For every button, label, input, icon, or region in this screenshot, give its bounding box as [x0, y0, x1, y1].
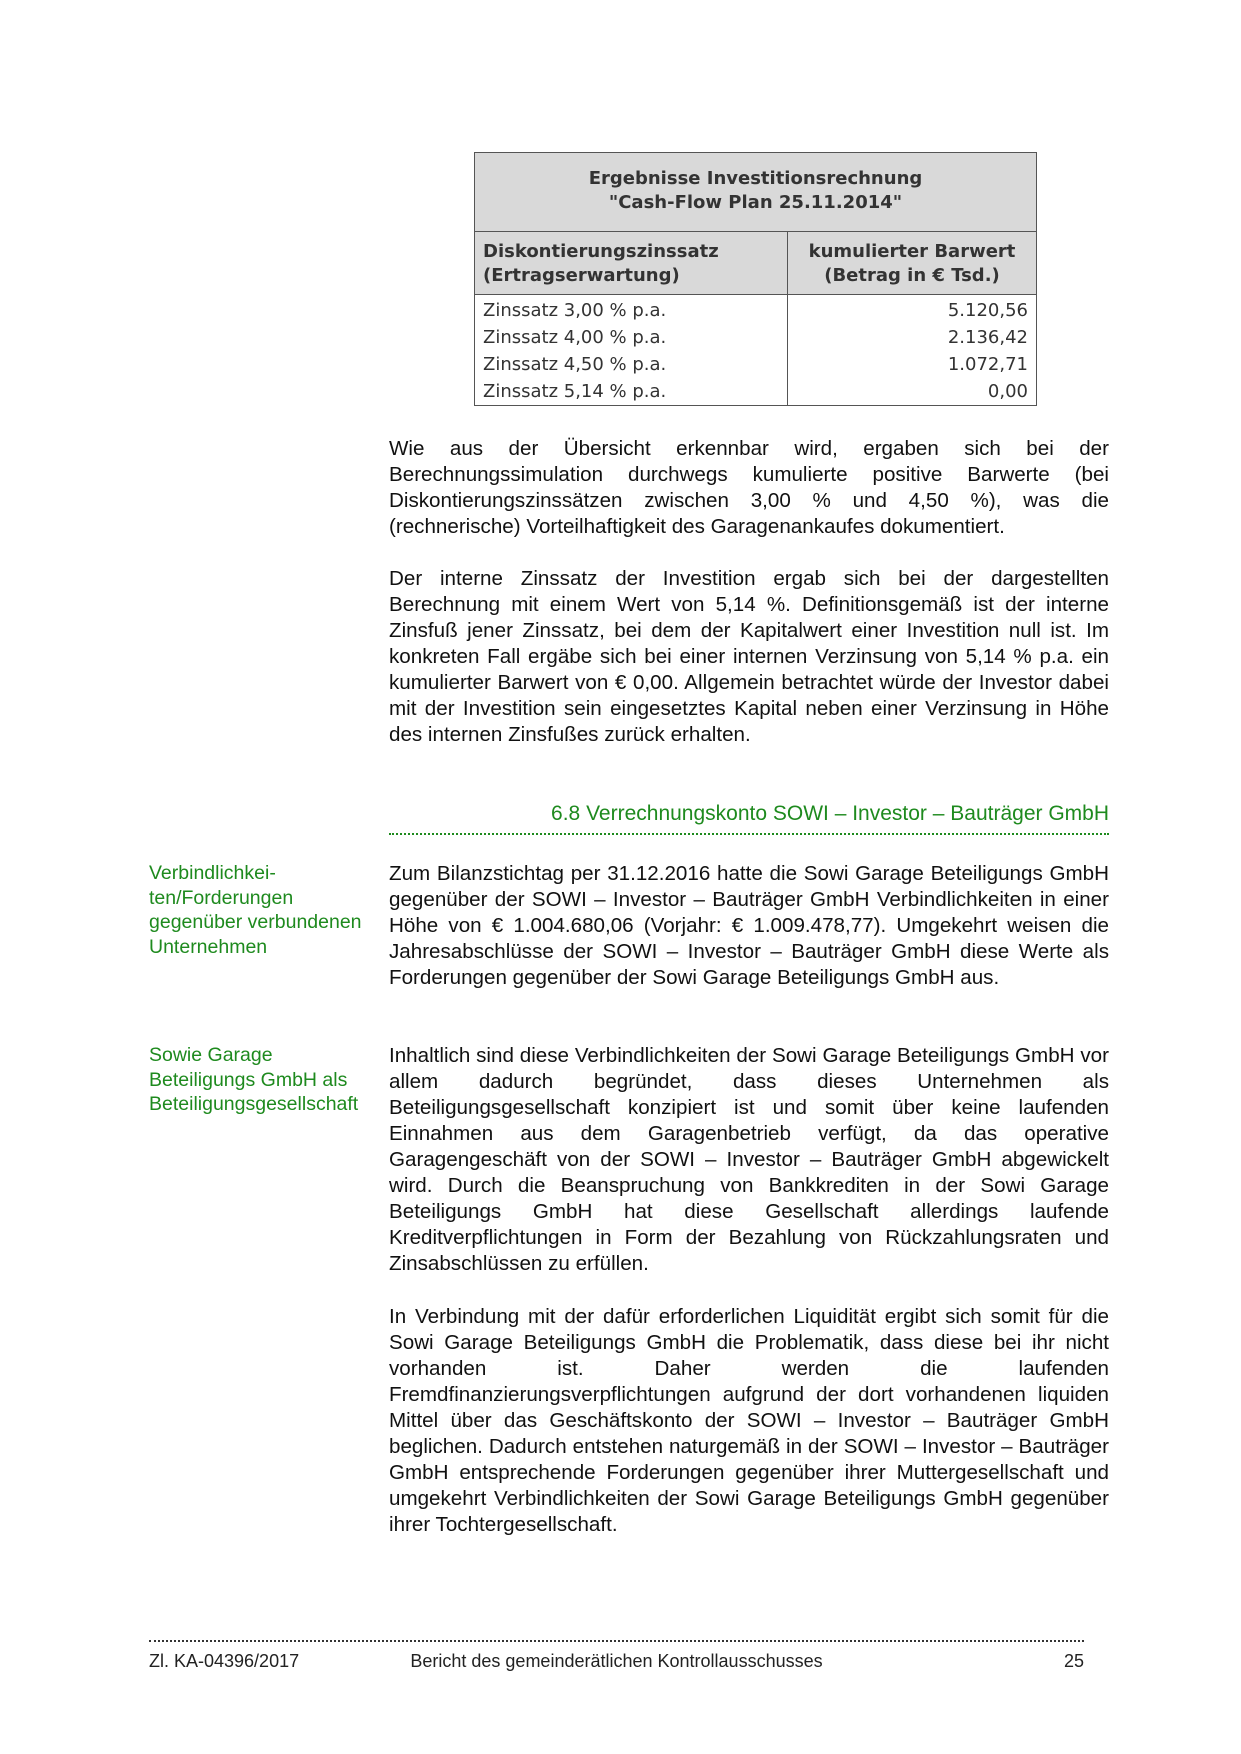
- value-cell: 1.072,71: [788, 351, 1037, 378]
- investment-results-table: [474, 152, 1037, 406]
- rate-cell: Zinssatz 3,00 % p.a.: [475, 295, 788, 325]
- footer-report-title: Bericht des gemeinderätlichen Kontrollausschusses: [410, 1651, 823, 1671]
- margin-note-line: Verbindlichkei-: [149, 862, 276, 884]
- value-cell: 0,00: [788, 378, 1037, 406]
- margin-note-liabilities: [149, 861, 379, 959]
- column-header-discount-rate: [475, 232, 788, 295]
- footer-reference: Zl. KA-04396/2017: [149, 1651, 300, 1671]
- table-title-line-2: "Cash-Flow Plan 25.11.2014": [608, 192, 903, 213]
- paragraph-liquidity: In Verbindung mit der dafür erforderlichen Liquidität ergibt sich somit für die Sowi Garage Beteiligungs GmbH die Problematik, dass diese bei ihr nicht vorhanden ist. Daher werden die laufenden Fremdfinanzierungsverpflichtungen aufgrund der dort vorhandenen liquiden Mittel über das Geschäftskonto der SOWI – Investor – Bauträger GmbH beglichen. Dadurch entstehen naturgemäß in der SOWI – Investor – Bauträger GmbH entsprechende Forderungen gegenüber ihrer Muttergesellschaft und umgekehrt Verbindlichkeiten der Sowi Garage Beteiligungs GmbH gegenüber ihrer Tochtergesellschaft.: [389, 1305, 1109, 1536]
- table-row: [475, 351, 1037, 378]
- table-title-line-1: Ergebnisse Investitionsrechnung: [588, 168, 923, 189]
- rate-cell: Zinssatz 4,00 % p.a.: [475, 324, 788, 351]
- paragraph-overview: Wie aus der Übersicht erkennbar wird, ergaben sich bei der Berechnungssimulation durchwegs kumulierte positive Barwerte (bei Diskontierungszinssätzen zwischen 3,00 % und 4,50 %), was die (rechnerische) Vorteilhaftigkeit des Garagenankaufes dokumentiert.: [389, 437, 1109, 538]
- table-row: [475, 295, 1037, 325]
- margin-note-line: ten/Forderungen: [149, 886, 294, 909]
- margin-note-holding: [149, 1043, 379, 1117]
- column-header-discount-rate-line-1: Diskontierungszinssatz: [483, 241, 719, 262]
- margin-note-line: Sowie Garage: [149, 1044, 273, 1066]
- value-cell: 5.120,56: [788, 295, 1037, 325]
- table-row: [475, 324, 1037, 351]
- table-title: [475, 153, 1037, 232]
- footer-divider: [149, 1640, 1084, 1642]
- section-heading: 6.8 Verrechnungskonto SOWI – Investor – Bauträger GmbH: [389, 800, 1109, 835]
- column-header-present-value: [788, 232, 1037, 295]
- paragraph-balance-date: Zum Bilanzstichtag per 31.12.2016 hatte die Sowi Garage Beteiligungs GmbH gegenüber der SOWI – Investor – Bauträger GmbH Verbindlichkeiten in einer Höhe von € 1.004.680,06 (Vorjahr: € 1.009.478,77). Umgekehrt weisen die Jahresabschlüsse der SOWI – Investor – Bauträger GmbH diese Werte als Forderungen gegenüber der Sowi Garage Beteiligungs GmbH aus.: [389, 862, 1109, 989]
- paragraph-liabilities-reason: Inhaltlich sind diese Verbindlichkeiten der Sowi Garage Beteiligungs GmbH vor allem dadurch begründet, dass dieses Unternehmen als Beteiligungsgesellschaft konzipiert ist und somit über keine laufenden Einnahmen aus dem Garagenbetrieb verfügt, da das operative Garagengeschäft von der SOWI – Investor – Bauträger GmbH abgewickelt wird. Durch die Beanspruchung von Bankkrediten in der Sowi Garage Beteiligungs GmbH hat diese Gesellschaft allerdings laufende Kreditverpflichtungen in Form der Bezahlung von Rückzahlungsraten und Zinsabschlüssen zu erfüllen.: [389, 1044, 1109, 1275]
- rate-cell: Zinssatz 4,50 % p.a.: [475, 351, 788, 378]
- column-header-discount-rate-line-2: (Ertragserwartung): [483, 265, 680, 286]
- margin-note-line: Beteiligungs GmbH als: [149, 1068, 348, 1091]
- margin-note-line: Unternehmen: [149, 935, 268, 958]
- margin-note-line: gegenüber verbundenen: [149, 911, 362, 933]
- rate-cell: Zinssatz 5,14 % p.a.: [475, 378, 788, 406]
- paragraph-internal-rate: Der interne Zinssatz der Investition ergab sich bei der dargestellten Berechnung mit einem Wert von 5,14 %. Definitionsgemäß ist der interne Zinsfuß jener Zinssatz, bei dem der Kapitalwert einer Investition null ist. Im konkreten Fall ergäbe sich bei einer internen Verzinsung von 5,14 % p.a. ein kumulierter Barwert von € 0,00. Allgemein betrachtet würde der Investor dabei mit der Investition sein eingesetztes Kapital neben einer Verzinsung in Höhe des internen Zinsfußes zurück erhalten.: [389, 567, 1109, 746]
- margin-note-line: Beteiligungsgesellschaft: [149, 1093, 359, 1115]
- page-number: 25: [1063, 1651, 1084, 1671]
- table-row: [475, 378, 1037, 406]
- column-header-present-value-line-2: (Betrag in € Tsd.): [824, 265, 1000, 286]
- column-header-present-value-line-1: kumulierter Barwert: [808, 241, 1016, 262]
- value-cell: 2.136,42: [788, 324, 1037, 351]
